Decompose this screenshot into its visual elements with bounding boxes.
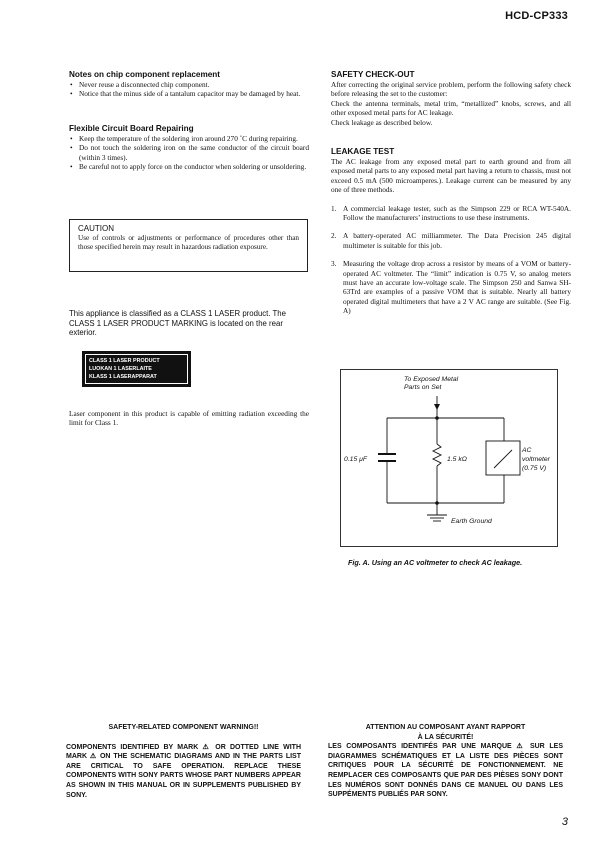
leakage-test-section — [331, 147, 571, 316]
capacitor-label: 0.15 μF — [344, 456, 367, 463]
meter-label: (0.75 V) — [522, 465, 547, 472]
laser-label-line: CLASS 1 LASER PRODUCT — [89, 358, 160, 364]
laser-label-line: LUOKAN 1 LASERLAITE — [89, 366, 152, 373]
caution-text: Use of controls or adjustments or performance of procedures other than those specified herein may result in hazardous radiation exposure. — [78, 234, 299, 252]
voltmeter-needle — [494, 450, 512, 468]
method-number: 3. — [331, 259, 337, 269]
junction-dot — [435, 501, 439, 505]
chip-note-item: • Never reuse a disconnected chip component. — [69, 80, 309, 89]
laser-class-text: This appliance is classified as a CLASS 1 LASER product. The CLASS 1 LASER PRODUCT MARKING is located on the rear exterior. — [69, 309, 286, 338]
flex-repair-title: Flexible Circuit Board Repairing — [69, 124, 194, 133]
meter-label: AC — [522, 447, 532, 454]
arrow-icon — [434, 404, 440, 410]
capacitor-plate — [378, 460, 396, 462]
warning-body: LES COMPOSANTS IDENTIFÉS PAR UNE MARQUE ⚠ SUR LES DIAGRAMMES SCHÉMATIQUES ET LA LISTE DES PIÈCES SONT CRITIQUES POUR LA SÉCURITÉ DE FONCTIONNEMENT. NE REMPLACER CES COMPOSANTS QUE PAR DES PIÈSES SONY DONT LES NUMÉROS SONT DONNÉS DANS CE MANUEL OU DANS LES SUPPÉMENTS PUBLIÉS PAR SONY. — [328, 743, 563, 799]
safety-check-title: SAFETY CHECK-OUT — [331, 70, 415, 79]
laser-label-line: KLASS 1 LASERAPPARAT — [89, 374, 157, 381]
method-text: A commercial leakage tester, such as the Simpson 229 or RCA WT-540A. Follow the manufacturers’ instructions to use these instruments. — [343, 203, 571, 223]
method-text: Measuring the voltage drop across a resistor by means of a VOM or battery-operated AC voltmeter. The “limit” indication is 0.75 V, so analog meters must have an accurate low-voltage scale. The Simpson 250 and Sanwa SH-63Trd are examples of a passive VOM that is suitable. Nearly all battery operated digital multimeters that have a 2 V AC range are suitable. (See Fig. A) — [343, 259, 571, 316]
safety-warning-en — [66, 723, 301, 800]
warning-title: À LA SÉCURITÉ! — [417, 733, 474, 741]
safety-warning-fr — [328, 723, 563, 800]
class1-laser-label — [82, 351, 191, 387]
leakage-method-item — [331, 259, 571, 315]
laser-note: Laser component in this product is capable of emitting radiation exceeding the limit for Class 1. — [69, 409, 309, 428]
voltmeter-box — [486, 441, 520, 475]
safety-check-p1: After correcting the original service problem, perform the following safety check before releasing the set to the customer: — [331, 80, 571, 99]
leakage-test-diagram — [340, 369, 558, 547]
flex-repair-item: • Keep the temperature of the soldering iron around 270 ˚C during repairing. — [69, 134, 309, 143]
leakage-method-item — [331, 231, 571, 250]
caution-title: CAUTION — [78, 224, 114, 233]
safety-check-section — [331, 70, 571, 127]
top-label: To Exposed Metal — [404, 376, 459, 383]
top-label: Parts on Set — [404, 384, 442, 391]
junction-dot — [435, 416, 439, 420]
flex-repair-item: • Do not touch the soldering iron on the same conductor of the circuit board (within 3 times). — [69, 143, 309, 162]
warning-body: COMPONENTS IDENTIFIED BY MARK ⚠ OR DOTTED LINE WITH MARK ⚠ ON THE SCHEMATIC DIAGRAMS AND IN THE PARTS LIST ARE CRITICAL TO SAFE OPERATION. REPLACE THESE COMPONENTS WITH SONY PARTS WHOSE PART NUMBERS APPEAR AS SHOWN IN THIS MANUAL OR IN SUPPLEMENTS PUBLISHED BY SONY. — [66, 743, 301, 799]
method-number: 1. — [331, 203, 337, 213]
safety-check-p3: Check leakage as described below. — [331, 117, 433, 127]
caution-box — [69, 219, 308, 272]
chip-notes-title: Notes on chip component replacement — [69, 70, 221, 79]
flex-repair-section — [69, 124, 309, 172]
method-number: 2. — [331, 231, 337, 241]
method-text: A battery-operated AC milliammeter. The Data Precision 245 digital multimeter is suitable for this job. — [343, 231, 571, 250]
resistor-label: 1.5 kΩ — [447, 456, 467, 463]
leakage-test-title: LEAKAGE TEST — [331, 147, 395, 156]
meter-label: voltmeter — [522, 456, 550, 463]
model-number: HCD-CP333 — [505, 10, 568, 22]
chip-notes-section — [69, 70, 309, 99]
flex-repair-item: • Be careful not to apply force on the conductor when soldering or unsoldering. — [69, 162, 309, 171]
warning-title: SAFETY-RELATED COMPONENT WARNING!! — [108, 724, 259, 731]
warning-title: ATTENTION AU COMPOSANT AYANT RAPPORT — [365, 724, 526, 731]
figure-caption: Fig. A. Using an AC voltmeter to check AC leakage. — [348, 558, 523, 567]
leakage-method-item — [331, 204, 571, 223]
safety-check-p2: Check the antenna terminals, metal trim, “metallized” knobs, screws, and all other exposed metal parts for AC leakage. — [331, 98, 571, 118]
resistor-symbol — [433, 444, 441, 466]
laser-note-section — [69, 409, 309, 428]
leakage-test-intro: The AC leakage from any exposed metal part to earth ground and from all exposed metal parts to any exposed metal part having a return to chassis, must not exceed 0.5 mA (500 microamperes.). Leakage current can be measured by any one of three methods. — [331, 157, 571, 195]
chip-note-item: • Notice that the minus side of a tantalum capacitor may be damaged by heat. — [69, 89, 309, 98]
circuit-schematic — [341, 370, 559, 548]
ground-label: Earth Ground — [451, 518, 492, 525]
capacitor-plate — [378, 453, 396, 455]
page-number: 3 — [561, 816, 568, 828]
